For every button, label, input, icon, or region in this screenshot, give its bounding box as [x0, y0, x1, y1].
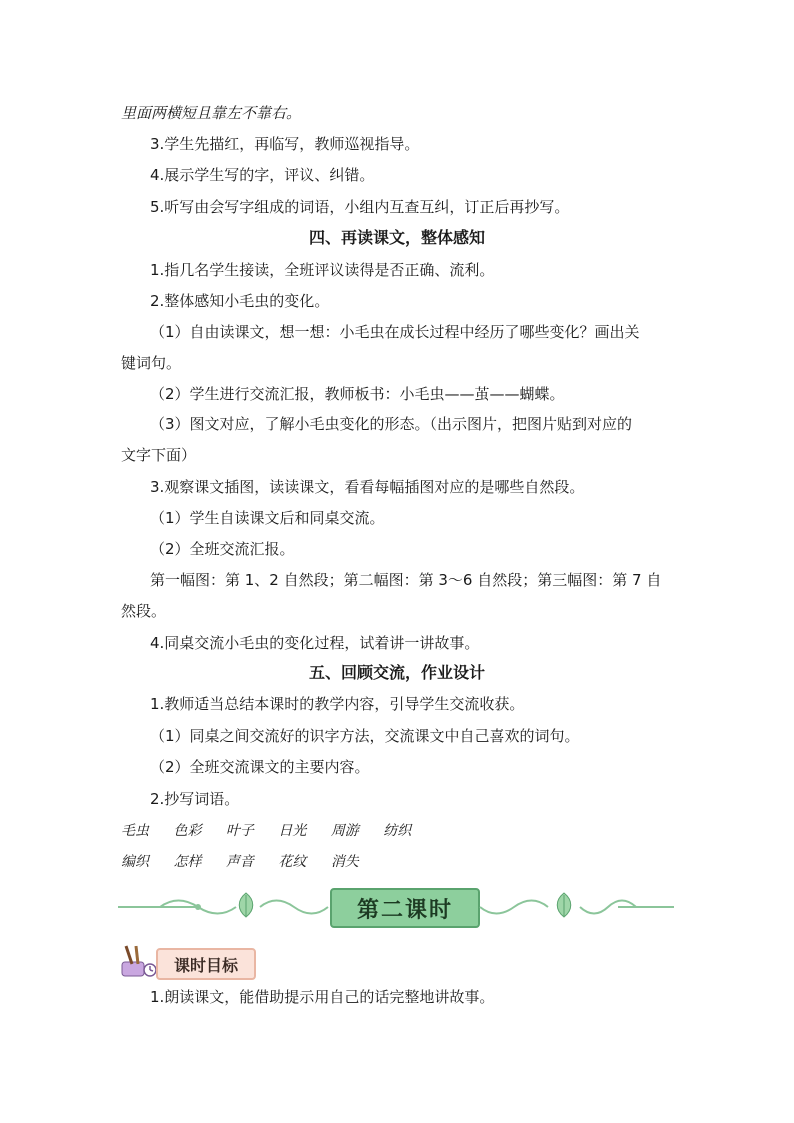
word-list-row-1	[121, 820, 431, 840]
text-line: （2）学生进行交流汇报，教师板书：小毛虫——茧——蝴蝶。	[150, 385, 565, 403]
text-line: 4.展示学生写的字，评议、纠错。	[150, 166, 375, 184]
text-line: 里面两横短且靠左不靠右。	[121, 104, 302, 122]
goal-label: 课时目标	[156, 948, 256, 980]
section-heading: 五、回顾交流，作业设计	[308, 663, 485, 682]
word: 花纹	[278, 854, 307, 870]
text-line: （1）自由读课文，想一想：小毛虫在成长过程中经历了哪些变化？画出关	[150, 323, 640, 341]
text-line: 5.听写由会写字组成的词语，小组内互查互纠，订正后再抄写。	[150, 198, 570, 216]
banner-divider-line	[618, 906, 674, 908]
text-line: （1）学生自读课文后和同桌交流。	[150, 509, 385, 527]
text-line: 1.教师适当总结本课时的教学内容，引导学生交流收获。	[150, 695, 525, 713]
word: 叶子	[225, 823, 254, 839]
leaf-icon	[236, 892, 256, 918]
section-heading: 四、再读课文，整体感知	[308, 228, 485, 247]
word: 日光	[278, 823, 307, 839]
text-line: （2）全班交流课文的主要内容。	[150, 758, 370, 776]
text-line: 2.抄写词语。	[150, 790, 240, 808]
text-line: 4.同桌交流小毛虫的变化过程，试着讲一讲故事。	[150, 634, 480, 652]
swirl-ornament-icon	[158, 894, 238, 920]
word: 消失	[330, 854, 359, 870]
word-list-row-2	[121, 851, 379, 871]
text-line: 3.学生先描红，再临写，教师巡视指导。	[150, 135, 420, 153]
word: 毛虫	[121, 823, 149, 839]
text-line: 键词句。	[121, 354, 182, 372]
leaf-icon	[554, 892, 574, 918]
word: 怎样	[173, 854, 202, 870]
text-line: 然段。	[121, 602, 167, 620]
word: 声音	[225, 854, 254, 870]
lesson-title: 第二课时	[330, 888, 480, 928]
text-line: （1）同桌之间交流好的识字方法，交流课文中自己喜欢的词句。	[150, 727, 580, 745]
lesson-goal-badge	[118, 944, 258, 980]
text-line: 1.朗读课文，能借助提示用自己的话完整地讲故事。	[150, 988, 495, 1006]
word: 编织	[121, 854, 149, 870]
text-line: 第一幅图：第 1、2 自然段；第二幅图：第 3～6 自然段；第三幅图：第 7 自	[150, 571, 662, 589]
lesson-banner	[118, 884, 674, 930]
text-line: 文字下面）	[121, 446, 197, 464]
text-line: （3）图文对应，了解小毛虫变化的形态。（出示图片，把图片贴到对应的	[150, 415, 633, 433]
text-line: （2）全班交流汇报。	[150, 540, 295, 558]
word: 周游	[330, 823, 359, 839]
word: 色彩	[173, 823, 202, 839]
text-line: 1.指几名学生接读，全班评议读得是否正确、流利。	[150, 261, 495, 279]
swirl-ornament-icon	[478, 894, 550, 920]
text-line: 3.观察课文插图，读读课文，看看每幅插图对应的是哪些自然段。	[150, 478, 585, 496]
word: 纺织	[383, 823, 412, 839]
swirl-ornament-icon	[258, 894, 330, 920]
text-line: 2.整体感知小毛虫的变化。	[150, 292, 330, 310]
